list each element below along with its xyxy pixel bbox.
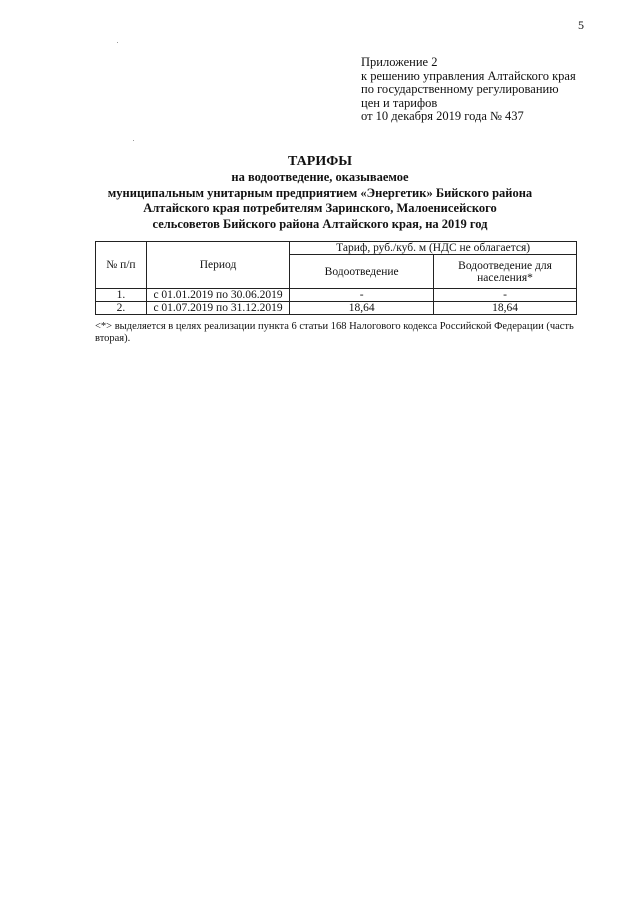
table-row (96, 289, 577, 302)
tariff-table (95, 241, 577, 315)
header-population-line: населения* (477, 271, 533, 284)
header-population-line: Водоотведение для (458, 259, 552, 272)
header-period: Период (146, 242, 289, 289)
scan-speck (117, 42, 118, 43)
document-title (60, 153, 580, 232)
annex-line: к решению управления Алтайского края (361, 68, 576, 83)
header-num: № п/п (96, 242, 147, 289)
header-population (434, 255, 577, 289)
cell-period: с 01.07.2019 по 31.12.2019 (146, 302, 289, 315)
title-line: сельсоветов Бийского района Алтайского края, на 2019 год (152, 216, 488, 231)
scan-speck (133, 140, 134, 141)
table-header-row (96, 242, 577, 255)
cell-population: 18,64 (434, 302, 577, 315)
cell-wastewater: - (290, 289, 434, 302)
annex-line: от 10 декабря 2019 года № 437 (361, 109, 524, 123)
header-tariff: Тариф, руб./куб. м (НДС не облагается) (290, 242, 577, 255)
cell-num: 2. (96, 302, 147, 315)
header-wastewater: Водоотведение (290, 255, 434, 289)
title-line: муниципальным унитарным предприятием «Энергетик» Бийского района (107, 185, 533, 200)
footnote: <*> выделяется в целях реализации пункта 6 статьи 168 Налогового кодекса Российской Федерации (часть вторая). (95, 321, 574, 344)
cell-num: 1. (96, 289, 147, 302)
cell-population: - (434, 289, 577, 302)
annex-line: цен и тарифов (361, 95, 438, 110)
page-number: 5 (578, 18, 584, 32)
title-line: на водоотведение, оказываемое (231, 170, 409, 184)
title-main: ТАРИФЫ (288, 154, 352, 169)
cell-wastewater: 18,64 (290, 302, 434, 315)
annex-line: Приложение 2 (361, 55, 438, 69)
table-row (96, 302, 577, 315)
annex-header (361, 56, 576, 124)
annex-line: по государственному регулированию (361, 82, 559, 96)
cell-period: с 01.01.2019 по 30.06.2019 (146, 289, 289, 302)
title-line: Алтайского края потребителям Заринского, Малоенисейского (143, 201, 497, 215)
